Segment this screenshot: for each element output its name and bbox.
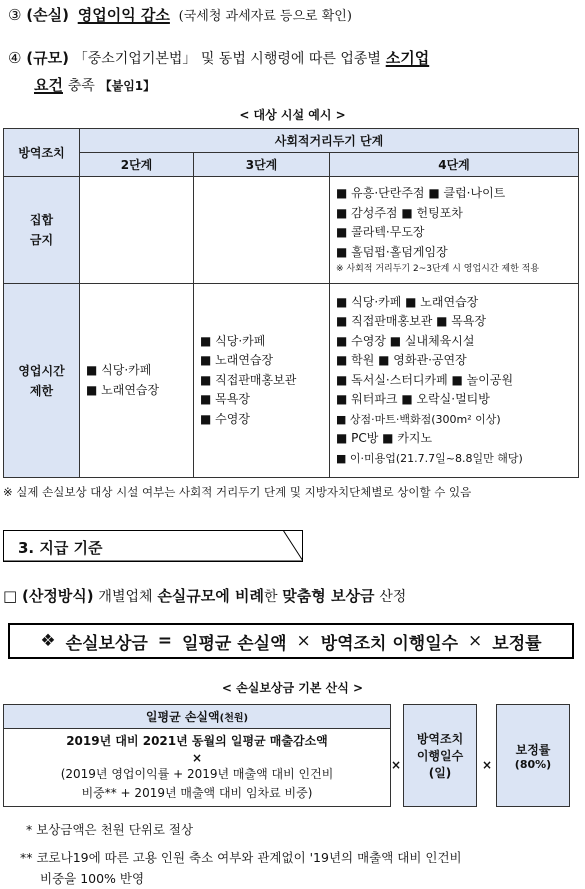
note-2a: ** 코로나19에 따른 고용 인원 축소 여부와 관계없이 '19년의 매출액 대비 인건비	[20, 850, 462, 865]
formula-x2: ×	[468, 631, 483, 651]
method-text-a: 개별업체	[98, 589, 153, 605]
side-rate-a: 보정률	[515, 742, 551, 757]
formula-a: 손실보상금	[65, 633, 148, 654]
list-item: ■ 식당·카페 ■ 노래연습장	[336, 294, 479, 309]
list-item: ■ 수영장 ■ 실내체육시설	[336, 333, 475, 348]
calc-head-title: 일평균 손실액	[145, 710, 220, 724]
list-item: ■ 직접판매홍보관 ■ 목욕장	[336, 314, 487, 329]
list-item: ■ 직접판매홍보관	[200, 372, 297, 387]
formula-d: 보정률	[492, 633, 542, 654]
list-item: ■ 워터파크 ■ 오락실·멀티방	[336, 392, 490, 407]
item-3	[8, 4, 352, 25]
row-limit-stage4-list	[336, 293, 572, 469]
item-3-tag: (손실)	[26, 6, 69, 24]
list-item: ■ 독서실·스터디카페 ■ 놀이공원	[336, 372, 514, 387]
calc-head	[4, 705, 390, 729]
col-head-stage2: 2단계	[80, 153, 194, 177]
row-ban-note: ※ 사회적 거리두기 2~3단계 시 영업시간 제한 적용	[336, 264, 540, 274]
list-item: ■ 이·미용업(21.7.7일~8.8일만 해당)	[336, 451, 523, 465]
item-4-text-a: 「중소기업기본법」 및 동법 시행령에 따른 업종별	[73, 51, 381, 67]
formula-box	[8, 623, 574, 659]
list-item: ■ 상점·마트·백화점(300m² 이상)	[336, 412, 501, 426]
method-text-c: 산정	[379, 589, 407, 605]
mult-1: ×	[391, 758, 402, 772]
table-caption: < 대상 시설 예시 >	[239, 108, 346, 122]
method-text-b: 한	[263, 589, 278, 605]
table-footnote: ※ 실제 손실보상 대상 시설 여부는 사회적 거리두기 단계 및 지방자치단체별로 상이할 수 있음	[3, 485, 472, 499]
calc-times: ×	[191, 751, 203, 765]
diamond-icon: ❖	[40, 631, 56, 651]
section-3-title: 3. 지급 기준	[18, 539, 103, 557]
calc-head-unit: (천원)	[219, 713, 249, 724]
method-bold-b: 맞춤형 보상금	[282, 587, 375, 605]
list-item: ■ 식당·카페	[86, 363, 152, 377]
calc-line3: 비중** + 2019년 매출액 대비 임차료 비중)	[81, 786, 313, 800]
note-1: * 보상금액은 천원 단위로 절상	[26, 822, 194, 837]
row-limit-label	[4, 284, 80, 478]
calc-box	[3, 704, 391, 807]
list-item: ■ 수영장	[200, 411, 250, 426]
calc-line1: 2019년 대비 2021년 동월의 일평균 매출감소액	[66, 734, 328, 748]
item-4-text-b: 충족	[67, 78, 95, 94]
item-4-note: 【붙임1】	[99, 79, 156, 93]
row-ban-stage4	[330, 177, 579, 284]
row-limit-stage2	[80, 284, 194, 478]
method-bold-a: 손실규모에 비례	[157, 587, 264, 605]
item-4-title: 소기업	[385, 49, 430, 67]
facility-table	[3, 128, 579, 478]
list-item: ■ 식당·카페	[200, 333, 266, 348]
item-4	[8, 45, 583, 99]
method-tag: (산정방식)	[21, 587, 94, 605]
row-limit-stage2-list	[86, 361, 187, 400]
col-head-stage4: 4단계	[330, 153, 579, 177]
method-line	[3, 585, 406, 606]
list-item: ■ 홀덤펍·홀덤게임장	[336, 244, 448, 259]
row-limit-stage3-list	[200, 332, 323, 430]
item-4-num: ④	[8, 49, 22, 67]
col-head-stage3: 3단계	[194, 153, 330, 177]
list-item: ■ 감성주점 ■ 헌팅포차	[336, 205, 463, 220]
calc-caption: < 손실보상금 기본 산식 >	[221, 681, 364, 695]
list-item: ■ 콜라텍·무도장	[336, 225, 425, 239]
formula-x1: ×	[296, 631, 311, 651]
note-2b: 비중을 100% 반영	[40, 871, 145, 886]
side-days-a: 방역조치	[416, 732, 464, 746]
side-days-box	[403, 704, 477, 807]
row-limit-stage3	[194, 284, 330, 478]
col-head-group: 사회적거리두기 단계	[80, 129, 579, 153]
item-4-tag: (규모)	[26, 49, 69, 67]
calc-line2: (2019년 영업이익률 + 2019년 매출액 대비 인건비	[60, 767, 334, 781]
side-days-c: (일)	[428, 766, 452, 780]
item-4-title2: 요건	[34, 76, 63, 94]
row-ban-stage3	[194, 177, 330, 284]
calc-body	[4, 729, 390, 803]
row-limit-label-b: 제한	[29, 383, 54, 398]
row-ban-label	[4, 177, 80, 284]
row-ban-stage4-list	[336, 184, 572, 262]
item-3-num: ③	[8, 6, 22, 24]
formula-c: 방역조치 이행일수	[320, 633, 459, 654]
list-item: ■ 학원 ■ 영화관·공연장	[336, 353, 467, 368]
side-days-b: 이행일수	[416, 749, 464, 763]
list-item: ■ 노래연습장	[86, 382, 160, 397]
item-3-title: 영업이익 감소	[77, 6, 170, 24]
list-item: ■ 목욕장	[200, 392, 250, 407]
mult-2: ×	[482, 758, 493, 772]
row-limit-label-a: 영업시간	[18, 363, 65, 378]
item-3-note: (국세청 과세자료 등으로 확인)	[178, 9, 352, 24]
checkbox-icon: □	[3, 587, 18, 605]
row-ban-label-a: 집합	[29, 213, 54, 227]
col-head-measure: 방역조치	[4, 129, 80, 177]
list-item: ■ PC방 ■ 카지노	[336, 431, 433, 446]
row-ban-label-b: 금지	[29, 233, 54, 247]
list-item: ■ 노래연습장	[200, 353, 274, 368]
row-limit-stage4	[330, 284, 579, 478]
formula-b: 일평균 손실액	[182, 633, 287, 654]
row-ban-stage2	[80, 177, 194, 284]
side-rate-box	[496, 704, 570, 807]
list-item: ■ 유흥·단란주점 ■ 클럽·나이트	[336, 186, 506, 200]
section-3-box	[3, 530, 303, 562]
formula-eq: =	[157, 631, 173, 651]
side-rate-b: (80%)	[514, 757, 552, 771]
